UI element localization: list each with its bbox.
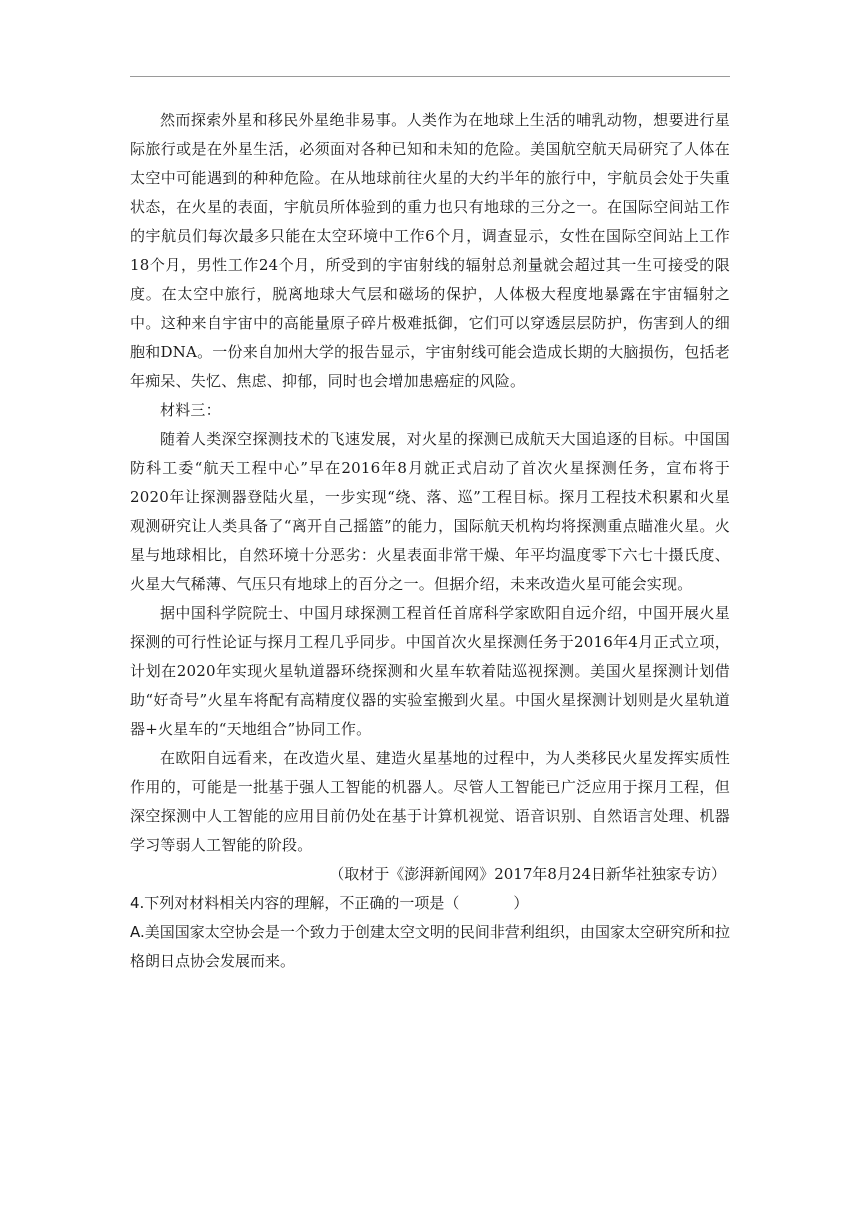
material-three-heading: 材料三： [160, 401, 221, 419]
question-4-stem: 4.下列对材料相关内容的理解，不正确的一项是（ [130, 894, 460, 912]
header-rule [130, 76, 730, 77]
document-body [130, 106, 730, 976]
paragraph-ai-robots: 在欧阳自远看来，在改造火星、建造火星基地的过程中，为人类移民火星发挥实质性作用的，可能是一批基于强人工智能的机器人。尽管人工智能已广泛应用于探月工程，但深空探测中人工智能的应用目前仍处在基于计算机视觉、语音识别、自然语言处理、机器学习等弱人工智能的阶段。 [130, 749, 730, 854]
question-4 [130, 889, 730, 918]
paragraph-space-dangers: 然而探索外星和移民外星绝非易事。人类作为在地球上生活的哺乳动物，想要进行星际旅行或是在外星生活，必须面对各种已知和未知的危险。美国航空航天局研究了人体在太空中可能遇到的种种危险。在从地球前往火星的大约半年的旅行中，宇航员会处于失重状态，在火星的表面，宇航员所体验到的重力也只有地球的三分之一。在国际空间站工作的宇航员们每次最多只能在太空环境中工作6个月，调查显示，女性在国际空间站上工作18个月，男性工作24个月，所受到的宇宙射线的辐射总剂量就会超过其一生可接受的限度。在太空中旅行，脱离地球大气层和磁场的保护，人体极大程度地暴露在宇宙辐射之中。这种来自宇宙中的高能量原子碎片极难抵御，它们可以穿透层层防护，伤害到人的细胞和DNA。一份来自加州大学的报告显示，宇宙射线可能会造成长期的大脑损伤，包括老年痴呆、失忆、焦虑、抑郁，同时也会增加患癌症的风险。 [130, 111, 730, 390]
paragraph-ouyang-ziyuan: 据中国科学院院士、中国月球探测工程首任首席科学家欧阳自远介绍，中国开展火星探测的可行性论证与探月工程几乎同步。中国首次火星探测任务于2016年4月正式立项，计划在2020年实现火星轨道器环绕探测和火星车软着陆巡视探测。美国火星探测计划借助“好奇号”火星车将配有高精度仪器的实验室搬到火星。中国火星探测计划则是火星轨道器+火星车的“天地组合”协同工作。 [130, 604, 730, 738]
paragraph-mars-exploration: 随着人类深空探测技术的飞速发展，对火星的探测已成航天大国追逐的目标。中国国防科工委“航天工程中心”早在2016年8月就正式启动了首次火星探测任务，宣布将于2020年让探测器登陆火星，一步实现“绕、落、巡”工程目标。探月工程技术积累和火星观测研究让人类具备了“离开自己摇篮”的能力，国际航天机构均将探测重点瞄准火星。火星与地球相比，自然环境十分恶劣：火星表面非常干燥、年平均温度零下六七十摄氏度、火星大气稀薄、气压只有地球上的百分之一。但据介绍，未来改造火星可能会实现。 [130, 430, 730, 593]
question-4-stem-end: ） [513, 894, 529, 912]
source-citation: （取材于《澎湃新闻网》2017年8月24日新华社独家专访） [329, 865, 726, 883]
option-a: A.美国国家太空协会是一个致力于创建太空文明的民间非营利组织，由国家太空研究所和拉格朗日点协会发展而来。 [130, 923, 730, 970]
